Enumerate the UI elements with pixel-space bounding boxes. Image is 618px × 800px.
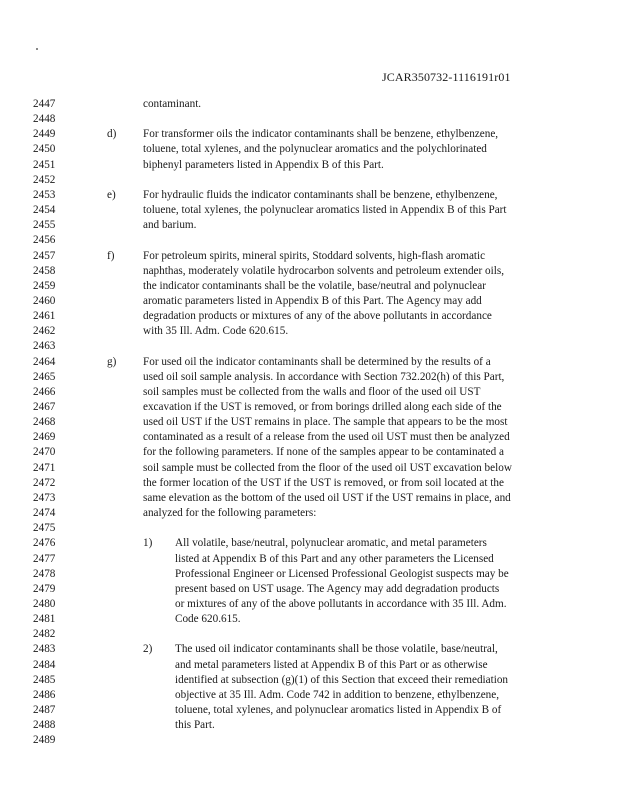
line-number: 2488 (33, 719, 56, 732)
text-line: listed at Appendix B of this Part and any other parameters the Licensed (175, 552, 494, 565)
text-line: aromatic parameters listed in Appendix B of this Part. The Agency may add (143, 295, 482, 307)
line-number: 2466 (33, 385, 56, 398)
line-number: 2485 (33, 673, 56, 686)
line-number: 2463 (33, 340, 56, 353)
line-number: 2451 (33, 158, 56, 171)
paragraph-marker: d) (107, 128, 117, 141)
line-number: 2453 (33, 188, 56, 201)
line-number: 2448 (33, 113, 56, 126)
text-line: contaminated as a result of a release from the used oil UST must then be analyzed (143, 431, 510, 444)
line-number: 2474 (33, 507, 56, 520)
paragraph-marker: 1) (143, 537, 153, 550)
text-line: toluene, total xylenes, and polynuclear aromatics listed in Appendix B of (175, 704, 502, 716)
text-line: same elevation as the bottom of the used oil UST if the UST remains in place, and (143, 491, 511, 504)
text-line: used oil soil sample analysis. In accordance with Section 732.202(h) of this Part, (143, 370, 505, 383)
text-line: For hydraulic fluids the indicator contaminants shall be benzene, ethylbenzene, (143, 188, 498, 201)
line-number: 2482 (33, 628, 56, 641)
text-line: or mixtures of any of the above pollutants in accordance with 35 Ill. Adm. (175, 598, 507, 610)
text-line: excavation if the UST is removed, or from borings drilled along each side of the (143, 401, 502, 413)
paragraph-marker: e) (107, 188, 116, 201)
line-number: 2473 (33, 491, 56, 504)
line-number: 2484 (33, 658, 56, 671)
text-line: degradation products or mixtures of any of the above pollutants in accordance (143, 310, 492, 323)
text-line: soil sample must be collected from the floor of the used oil UST excavation below (143, 461, 512, 474)
line-number: 2462 (33, 325, 56, 338)
line-number: 2450 (33, 143, 56, 156)
line-number: 2452 (33, 173, 56, 186)
line-number: 2472 (33, 476, 56, 489)
line-number: 2481 (33, 613, 56, 626)
line-number: 2447 (33, 98, 56, 110)
line-number: 2470 (33, 446, 56, 459)
text-line: contaminant. (143, 98, 202, 110)
text-line: For used oil the indicator contaminants shall be determined by the results of a (143, 355, 491, 368)
line-number: 2471 (33, 461, 56, 474)
line-number: 2476 (33, 537, 56, 550)
text-line: biphenyl parameters listed in Appendix B of this Part. (143, 158, 384, 171)
line-number: 2456 (33, 234, 56, 247)
line-number: 2477 (33, 552, 56, 565)
line-number: 2455 (33, 219, 56, 232)
text-line: the former location of the UST if the UST is removed, or from soil located at the (143, 476, 504, 489)
text-line: identified at subsection (g)(1) of this Section that exceed their remediation (175, 673, 509, 686)
line-number: 2458 (33, 264, 56, 277)
line-number: 2489 (33, 734, 56, 747)
text-line: for the following parameters. If none of the samples appear to be contaminated a (143, 446, 504, 459)
document-code: JCAR350732-1116191r01 (382, 70, 511, 84)
line-number: 2459 (33, 279, 56, 292)
line-number: 2468 (33, 416, 56, 429)
line-number: 2454 (33, 204, 56, 217)
text-line: analyzed for the following parameters: (143, 507, 317, 520)
paragraph-marker: g) (107, 355, 117, 368)
text-line: objective at 35 Ill. Adm. Code 742 in addition to benzene, ethylbenzene, (175, 688, 500, 701)
line-number: 2469 (33, 431, 56, 444)
text-line: this Part. (175, 719, 215, 732)
text-line: used oil UST if the UST remains in place. The sample that appears to be the most (143, 416, 508, 429)
line-number: 2480 (33, 598, 56, 610)
line-number: 2475 (33, 522, 56, 535)
line-number: 2461 (33, 310, 56, 323)
line-number: 2478 (33, 567, 56, 580)
text-line: soil samples must be collected from the walls and floor of the used oil UST (143, 385, 481, 398)
text-line: Code 620.615. (175, 613, 241, 626)
text-line: and barium. (143, 219, 197, 232)
line-number: 2479 (33, 582, 56, 595)
line-number: 2467 (33, 401, 56, 413)
text-line: naphthas, moderately volatile hydrocarbon solvents and petroleum extender oils, (143, 264, 505, 277)
text-line: and metal parameters listed at Appendix B of this Part or as otherwise (175, 658, 488, 671)
text-line: toluene, total xylenes, the polynuclear aromatics listed in Appendix B of this Part (143, 204, 507, 217)
text-line: For transformer oils the indicator contaminants shall be benzene, ethylbenzene, (143, 128, 499, 141)
text-line: The used oil indicator contaminants shall be those volatile, base/neutral, (175, 643, 498, 656)
text-line: For petroleum spirits, mineral spirits, Stoddard solvents, high-flash aromatic (143, 249, 486, 262)
scan-speck (36, 48, 38, 50)
paragraph-marker: 2) (143, 643, 153, 656)
text-line: with 35 Ill. Adm. Code 620.615. (143, 325, 289, 338)
text-line: present based on UST usage. The Agency may add degradation products (175, 582, 500, 595)
text-line: Professional Engineer or Licensed Professional Geologist suspects may be (175, 567, 509, 580)
line-number: 2483 (33, 643, 56, 656)
line-number: 2464 (33, 355, 56, 368)
text-line: toluene, total xylenes, and the polynuclear aromatics and the polychlorinated (143, 143, 487, 156)
line-number: 2487 (33, 704, 56, 716)
line-number: 2486 (33, 688, 56, 701)
line-number: 2460 (33, 295, 56, 307)
line-number: 2457 (33, 249, 56, 262)
text-line: All volatile, base/neutral, polynuclear aromatic, and metal parameters (175, 537, 487, 550)
line-number: 2465 (33, 370, 56, 383)
line-number: 2449 (33, 128, 56, 141)
paragraph-marker: f) (107, 249, 115, 262)
text-line: the indicator contaminants shall be the volatile, base/neutral and polynuclear (143, 279, 486, 292)
